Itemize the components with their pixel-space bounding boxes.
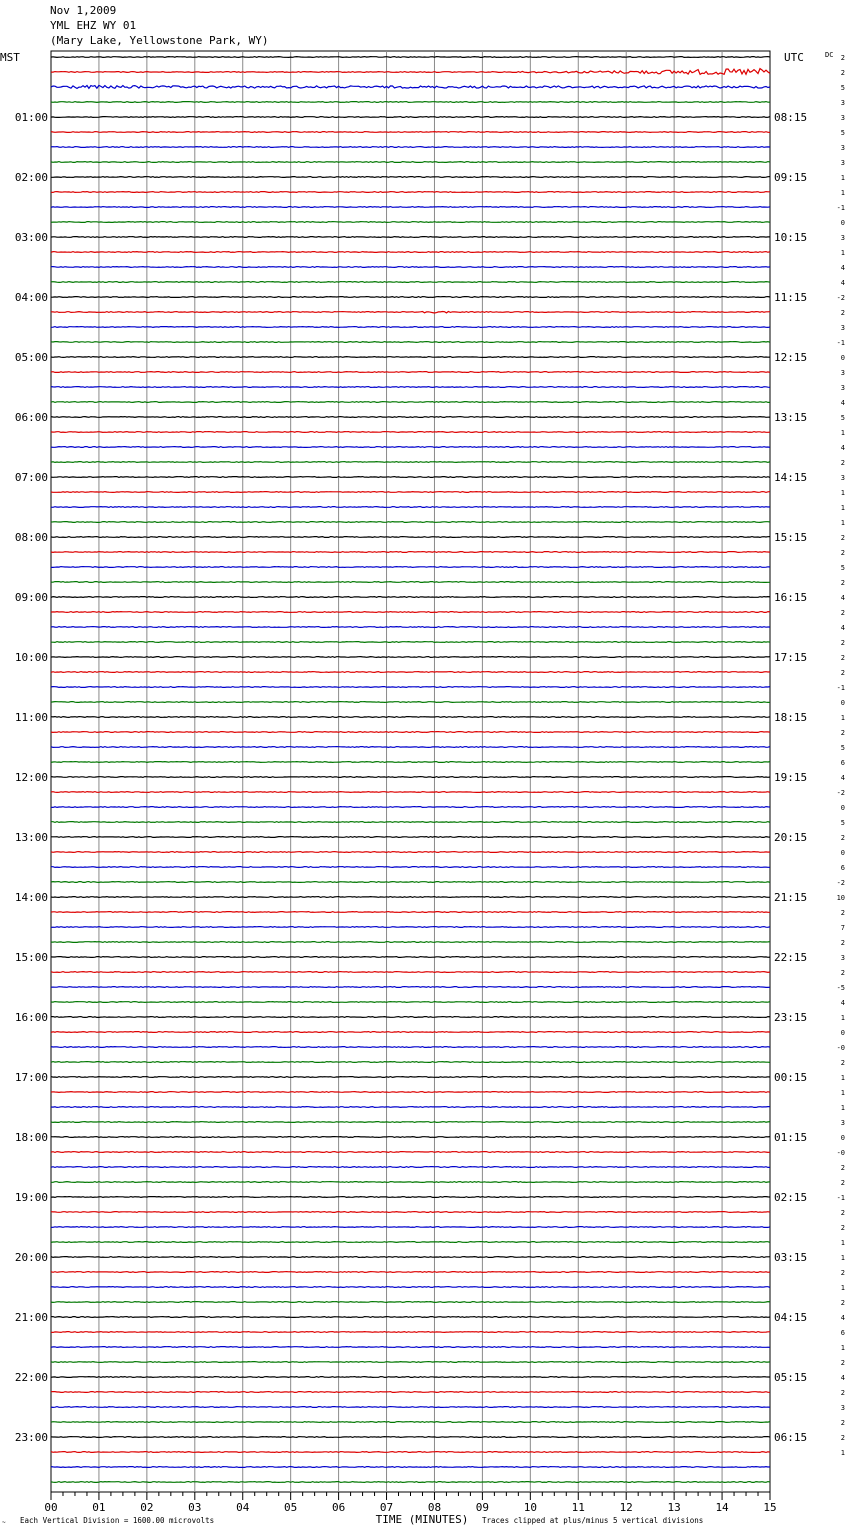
seismic-trace <box>51 717 770 718</box>
seismic-trace <box>51 1137 770 1138</box>
x-tick-label: 02 <box>140 1501 154 1514</box>
dc-offset-value: 2 <box>840 309 845 317</box>
dc-offset-value: 2 <box>840 1269 845 1277</box>
dc-offset-value: 2 <box>840 54 845 62</box>
dc-offset-value: 2 <box>840 834 845 842</box>
dc-offset-value: 4 <box>840 774 845 782</box>
dc-offset-value: 4 <box>840 1314 845 1322</box>
left-zone-label: MST <box>0 51 20 64</box>
seismic-trace <box>51 507 770 508</box>
utc-hour-label: 18:15 <box>774 711 808 724</box>
seismic-trace <box>51 417 770 418</box>
mst-hour-label: 05:00 <box>14 351 48 364</box>
utc-hour-label: 23:15 <box>774 1011 808 1024</box>
dc-offset-value: 2 <box>840 1359 845 1367</box>
dc-offset-value: 5 <box>840 564 845 572</box>
dc-offset-value: 2 <box>840 654 845 662</box>
dc-offset-value: 2 <box>840 639 845 647</box>
mst-hour-label: 19:00 <box>14 1191 48 1204</box>
seismic-trace <box>51 1092 770 1093</box>
mst-hour-label: 17:00 <box>14 1071 48 1084</box>
dc-offset-value: 0 <box>840 849 845 857</box>
mst-hour-label: 20:00 <box>14 1251 48 1264</box>
utc-hour-label: 16:15 <box>774 591 808 604</box>
x-tick-label: 09 <box>475 1501 490 1514</box>
x-tick-label: 03 <box>188 1501 202 1514</box>
seismic-trace <box>51 282 770 283</box>
seismic-trace <box>51 447 770 448</box>
dc-offset-value: -1 <box>836 339 845 347</box>
utc-hour-label: 17:15 <box>774 651 808 664</box>
utc-hour-label: 10:15 <box>774 231 808 244</box>
dc-offset-value: 3 <box>840 99 845 107</box>
seismic-trace <box>51 57 770 58</box>
seismic-trace <box>51 1362 770 1363</box>
dc-offset-value: 1 <box>840 1089 845 1097</box>
seismic-trace <box>51 867 770 868</box>
seismic-trace <box>51 1152 770 1153</box>
dc-offset-value: -2 <box>836 789 845 797</box>
utc-hour-label: 01:15 <box>774 1131 808 1144</box>
mst-hour-label: 10:00 <box>14 651 48 664</box>
seismic-trace <box>51 1242 770 1243</box>
dc-offset-value: 1 <box>840 1344 845 1352</box>
seismic-trace <box>51 1062 770 1063</box>
seismic-trace <box>51 1002 770 1003</box>
dc-offset-value: 1 <box>840 1239 845 1247</box>
utc-hour-label: 21:15 <box>774 891 808 904</box>
utc-hour-label: 00:15 <box>774 1071 808 1084</box>
dc-offset-value: -1 <box>836 684 845 692</box>
utc-hour-label: 04:15 <box>774 1311 808 1324</box>
dc-offset-value: 2 <box>840 1389 845 1397</box>
seismic-trace <box>51 1107 770 1108</box>
mst-hour-label: 22:00 <box>14 1371 48 1384</box>
mst-hour-label: 12:00 <box>14 771 48 784</box>
seismic-trace <box>51 1347 770 1348</box>
seismic-trace <box>51 342 770 343</box>
dc-offset-value: 1 <box>840 714 845 722</box>
dc-offset-value: 2 <box>840 939 845 947</box>
seismic-trace <box>51 117 770 118</box>
seismic-trace <box>51 747 770 748</box>
seismic-trace <box>51 1287 770 1288</box>
utc-hour-label: 02:15 <box>774 1191 808 1204</box>
seismic-trace <box>51 372 770 373</box>
dc-offset-value: 1 <box>840 519 845 527</box>
mst-hour-label: 04:00 <box>14 291 48 304</box>
dc-offset-value: 1 <box>840 189 845 197</box>
seismic-trace <box>51 582 770 583</box>
seismic-trace <box>51 612 770 613</box>
x-tick-label: 04 <box>236 1501 250 1514</box>
dc-offset-value: 1 <box>840 174 845 182</box>
dc-offset-value: -2 <box>836 879 845 887</box>
seismic-trace <box>51 567 770 568</box>
dc-offset-value: 1 <box>840 489 845 497</box>
dc-offset-value: 2 <box>840 609 845 617</box>
x-tick-label: 15 <box>763 1501 777 1514</box>
dc-offset-value: 6 <box>840 759 845 767</box>
seismic-trace <box>51 207 770 208</box>
seismic-trace <box>51 69 770 75</box>
seismic-trace <box>51 642 770 643</box>
dc-offset-value: 5 <box>840 819 845 827</box>
dc-offset-value: 5 <box>840 744 845 752</box>
dc-offset-value: 2 <box>840 1059 845 1067</box>
seismic-trace <box>51 162 770 163</box>
dc-offset-value: 4 <box>840 264 845 272</box>
dc-offset-value: 3 <box>840 234 845 242</box>
dc-offset-value: 3 <box>840 384 845 392</box>
mst-hour-label: 13:00 <box>14 831 48 844</box>
utc-hour-label: 15:15 <box>774 531 808 544</box>
dc-offset-value: 1 <box>840 1254 845 1262</box>
location-title: (Mary Lake, Yellowstone Park, WY) <box>50 34 269 47</box>
dc-offset-value: 2 <box>840 1224 845 1232</box>
seismic-trace <box>51 1077 770 1078</box>
seismic-trace <box>51 402 770 403</box>
dc-offset-value: 3 <box>840 369 845 377</box>
scale-note: Each Vertical Division = 1600.00 microvolts <box>20 1516 215 1525</box>
seismic-trace <box>51 267 770 268</box>
date-title: Nov 1,2009 <box>50 4 117 17</box>
seismic-trace <box>51 1182 770 1183</box>
dc-offset-value: 1 <box>840 429 845 437</box>
dc-offset-value: 2 <box>840 1434 845 1442</box>
seismic-trace <box>51 1257 770 1258</box>
seismic-trace <box>51 1227 770 1228</box>
seismic-trace <box>51 657 770 658</box>
dc-offset-value: 4 <box>840 399 845 407</box>
seismic-trace <box>51 462 770 463</box>
seismic-trace <box>51 777 770 778</box>
seismic-trace <box>51 1167 770 1168</box>
seismic-trace <box>51 687 770 688</box>
dc-offset-value: 3 <box>840 1404 845 1412</box>
dc-offset-value: -0 <box>836 1044 845 1052</box>
utc-hour-label: 06:15 <box>774 1431 808 1444</box>
seismic-trace <box>51 792 770 793</box>
dc-offset-value: 0 <box>840 219 845 227</box>
clip-note: Traces clipped at plus/minus 5 vertical divisions <box>482 1516 704 1525</box>
dc-offset-value: 2 <box>840 1209 845 1217</box>
seismic-trace <box>51 237 770 238</box>
dc-offset-value: 3 <box>840 144 845 152</box>
dc-offset-value: 5 <box>840 129 845 137</box>
seismic-trace <box>51 147 770 148</box>
dc-offset-value: 1 <box>840 504 845 512</box>
utc-hour-label: 20:15 <box>774 831 808 844</box>
dc-offset-value: 1 <box>840 1014 845 1022</box>
seismic-trace <box>51 1212 770 1213</box>
mst-hour-label: 06:00 <box>14 411 48 424</box>
x-axis-title: TIME (MINUTES) <box>375 1513 469 1526</box>
seismic-trace <box>51 672 770 673</box>
dc-offset-value: 0 <box>840 354 845 362</box>
utc-hour-label: 13:15 <box>774 411 808 424</box>
dc-offset-value: 0 <box>840 1029 845 1037</box>
x-tick-label: 08 <box>427 1501 442 1514</box>
seismic-trace <box>51 987 770 988</box>
seismic-trace <box>51 942 770 943</box>
mst-hour-label: 01:00 <box>14 111 48 124</box>
utc-hour-label: 03:15 <box>774 1251 808 1264</box>
dc-offset-value: 2 <box>840 1299 845 1307</box>
dc-offset-value: 2 <box>840 549 845 557</box>
mst-hour-label: 02:00 <box>14 171 48 184</box>
dc-offset-value: 2 <box>840 1164 845 1172</box>
station-title: YML EHZ WY 01 <box>50 19 137 32</box>
seismic-trace <box>51 1422 770 1423</box>
seismic-trace <box>51 1332 770 1333</box>
seismic-trace <box>51 1302 770 1303</box>
mst-hour-label: 09:00 <box>14 591 48 604</box>
mst-hour-label: 18:00 <box>14 1131 48 1144</box>
x-tick-label: 07 <box>379 1501 394 1514</box>
dc-offset-value: 1 <box>840 1449 845 1457</box>
dc-offset-value: 3 <box>840 324 845 332</box>
dc-offset-value: 4 <box>840 594 845 602</box>
seismic-trace <box>51 1407 770 1408</box>
seismic-trace <box>51 597 770 598</box>
seismic-trace <box>51 1272 770 1273</box>
utc-hour-label: 09:15 <box>774 171 808 184</box>
dc-offset-value: -2 <box>836 294 845 302</box>
utc-hour-label: 12:15 <box>774 351 808 364</box>
seismic-trace <box>51 912 770 913</box>
dc-offset-value: 3 <box>840 474 845 482</box>
seismic-trace <box>51 1317 770 1318</box>
seismic-trace <box>51 477 770 478</box>
dc-offset-value: 2 <box>840 579 845 587</box>
dc-label: DC <box>825 51 834 59</box>
seismic-trace <box>51 537 770 538</box>
seismic-trace <box>51 762 770 763</box>
dc-offset-value: 5 <box>840 414 845 422</box>
x-tick-label: 01 <box>92 1501 106 1514</box>
seismic-trace <box>51 1197 770 1198</box>
dc-offset-value: 3 <box>840 1119 845 1127</box>
seismic-trace <box>51 1452 770 1453</box>
x-tick-label: 10 <box>523 1501 537 1514</box>
mst-hour-label: 03:00 <box>14 231 48 244</box>
seismic-trace <box>51 957 770 958</box>
dc-offset-value: 4 <box>840 1374 845 1382</box>
dc-offset-value: -1 <box>836 204 845 212</box>
seismic-trace <box>51 192 770 193</box>
seismic-trace <box>51 132 770 133</box>
mst-hour-label: 15:00 <box>14 951 48 964</box>
mst-hour-label: 11:00 <box>14 711 48 724</box>
dc-offset-value: 1 <box>840 1104 845 1112</box>
dc-offset-value: 2 <box>840 1419 845 1427</box>
x-tick-label: 06 <box>331 1501 346 1514</box>
seismic-trace <box>51 102 770 103</box>
dc-offset-value: 1 <box>840 1284 845 1292</box>
dc-offset-value: 3 <box>840 954 845 962</box>
seismic-trace <box>51 1392 770 1393</box>
seismic-trace <box>51 327 770 328</box>
seismic-trace <box>51 837 770 838</box>
dc-offset-value: 4 <box>840 279 845 287</box>
seismic-trace <box>51 552 770 553</box>
seismic-trace <box>51 1467 770 1468</box>
dc-offset-value: 7 <box>840 924 845 932</box>
seismic-trace <box>51 1377 770 1378</box>
seismic-trace <box>51 702 770 703</box>
dc-offset-value: 1 <box>840 1074 845 1082</box>
dc-offset-value: 5 <box>840 84 845 92</box>
utc-hour-label: 22:15 <box>774 951 808 964</box>
seismic-trace <box>51 177 770 178</box>
mst-hour-label: 16:00 <box>14 1011 48 1024</box>
dc-offset-value: 2 <box>840 909 845 917</box>
right-zone-label: UTC <box>784 51 804 64</box>
seismic-trace <box>51 492 770 493</box>
dc-offset-value: 6 <box>840 1329 845 1337</box>
utc-hour-label: 19:15 <box>774 771 808 784</box>
seismic-trace <box>51 387 770 388</box>
utc-hour-label: 14:15 <box>774 471 808 484</box>
seismic-trace <box>51 1122 770 1123</box>
x-tick-label: 00 <box>44 1501 58 1514</box>
dc-offset-value: 1 <box>840 249 845 257</box>
mst-hour-label: 07:00 <box>14 471 48 484</box>
dc-offset-value: 4 <box>840 999 845 1007</box>
dc-offset-value: 6 <box>840 864 845 872</box>
seismic-trace <box>51 1047 770 1048</box>
dc-offset-value: 4 <box>840 624 845 632</box>
seismic-trace <box>51 1437 770 1438</box>
seismic-trace <box>51 312 770 314</box>
dc-offset-value: 2 <box>840 69 845 77</box>
seismic-trace <box>51 852 770 853</box>
seismic-trace <box>51 357 770 358</box>
dc-offset-value: 2 <box>840 459 845 467</box>
dc-offset-value: 0 <box>840 699 845 707</box>
corner-mark: ~ <box>2 1519 6 1526</box>
x-tick-label: 12 <box>619 1501 633 1514</box>
seismic-trace <box>51 807 770 808</box>
mst-hour-label: 14:00 <box>14 891 48 904</box>
dc-offset-value: 2 <box>840 969 845 977</box>
utc-hour-label: 08:15 <box>774 111 808 124</box>
seismic-trace <box>51 522 770 523</box>
dc-offset-value: 2 <box>840 534 845 542</box>
mst-hour-label: 21:00 <box>14 1311 48 1324</box>
seismic-trace <box>51 972 770 973</box>
dc-offset-value: 4 <box>840 444 845 452</box>
dc-offset-value: 0 <box>840 804 845 812</box>
seismic-trace <box>51 432 770 433</box>
dc-offset-value: -5 <box>836 984 845 992</box>
seismic-trace <box>51 222 770 223</box>
dc-offset-value: 10 <box>836 894 845 902</box>
dc-offset-value: 2 <box>840 669 845 677</box>
dc-offset-value: 0 <box>840 1134 845 1142</box>
x-tick-label: 14 <box>715 1501 729 1514</box>
dc-offset-value: 3 <box>840 159 845 167</box>
seismic-trace <box>51 627 770 628</box>
seismic-trace <box>51 897 770 898</box>
seismic-trace <box>51 822 770 823</box>
dc-offset-value: 2 <box>840 729 845 737</box>
seismic-trace <box>51 85 770 88</box>
seismic-trace <box>51 1017 770 1018</box>
x-tick-label: 11 <box>571 1501 585 1514</box>
dc-offset-value: -0 <box>836 1149 845 1157</box>
mst-hour-label: 08:00 <box>14 531 48 544</box>
x-tick-label: 05 <box>284 1501 298 1514</box>
utc-hour-label: 11:15 <box>774 291 808 304</box>
x-tick-label: 13 <box>667 1501 681 1514</box>
dc-offset-value: 2 <box>840 1179 845 1187</box>
seismic-trace <box>51 1482 770 1483</box>
seismic-trace <box>51 732 770 733</box>
dc-offset-value: 3 <box>840 114 845 122</box>
seismic-trace <box>51 882 770 883</box>
seismic-trace <box>51 1032 770 1033</box>
seismic-trace <box>51 297 770 298</box>
utc-hour-label: 05:15 <box>774 1371 808 1384</box>
seismic-trace <box>51 927 770 928</box>
seismic-trace <box>51 252 770 253</box>
mst-hour-label: 23:00 <box>14 1431 48 1444</box>
dc-offset-value: -1 <box>836 1194 845 1202</box>
